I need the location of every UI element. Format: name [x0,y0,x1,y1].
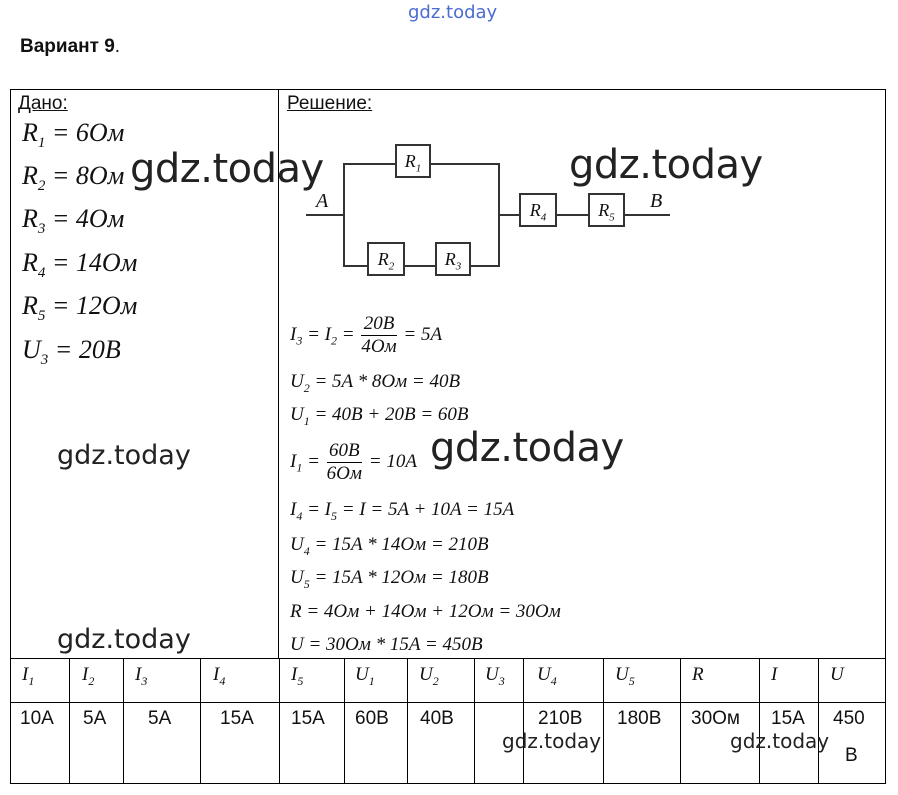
given-r3: $R_3 = 4Ом$ [22,204,125,238]
header-i3: $I_3$ [135,664,148,688]
equation-u2: $U_2 = 5A * 8Ом = 40В$ [290,371,461,395]
equation-r: R = 4Ом + 14Ом + 12Ом = 30Ом [290,601,561,622]
resistor-r4: $R_4$ [519,193,557,227]
header-u5: $U_5$ [615,664,635,688]
value-u-unit: В [845,745,858,766]
header-i1: $I_1$ [22,664,35,688]
value-u1: 60В [355,708,389,729]
watermark: gdz.today [730,729,830,753]
value-i: 15A [771,708,805,729]
value-i4: 15A [220,708,254,729]
value-r: 30Ом [691,708,740,729]
watermark: gdz.today [57,624,191,655]
value-i2: 5A [83,708,107,729]
equation-u: U = 30Ом * 15A = 450В [290,634,483,655]
value-u: 450 [833,708,865,729]
header-i: I [771,664,778,685]
given-u3: $U_3 = 20В$ [22,335,121,369]
watermark: gdz.today [569,142,763,188]
watermark: gdz.today [430,425,624,471]
node-b-label: B [650,190,663,212]
value-u2: 40В [420,708,454,729]
header-u4: $U_4$ [537,664,557,688]
value-u4: 210В [538,708,583,729]
header-r: R [692,664,704,685]
equation-i1: $I_1$ = $\frac{60В}{6Ом}$ = 10A [290,440,417,484]
header-i2: $I_2$ [82,664,95,688]
resistor-r2: $R_2$ [367,242,405,276]
header-u: U [830,664,844,685]
given-r5: $R_5 = 12Ом$ [22,291,138,325]
resistor-r1: $R_1$ [395,144,431,178]
value-i5: 15A [291,708,325,729]
given-r4: $R_4 = 14Ом$ [22,248,138,282]
equation-u1: $U_1 = 40В + 20В = 60В$ [290,404,469,428]
watermark-top: gdz.today [408,2,498,23]
resistor-r5: $R_5$ [588,193,625,227]
header-u3: $U_3$ [485,664,505,688]
node-a-label: A [316,190,329,212]
page-title: Вариант 9. [20,36,121,57]
solution-label: Решение: [287,93,373,114]
header-u1: $U_1$ [355,664,375,688]
equation-u4: $U_4 = 15A * 14Ом = 210В$ [290,534,489,558]
equation-i4: $I_4 = I_5 = I = 5A + 10A = 15A$ [290,499,515,523]
given-r1: $R_1 = 6Ом$ [22,118,125,152]
equation-u5: $U_5 = 15A * 12Ом = 180В$ [290,567,489,591]
equation-i3: $I_3 = I_2$ = $\frac{20В}{4Ом}$ = 5A [290,313,443,357]
value-i3: 5A [148,708,172,729]
value-u5: 180В [617,708,662,729]
watermark: gdz.today [57,440,191,471]
header-u2: $U_2$ [419,664,439,688]
watermark: gdz.today [502,729,602,753]
watermark: gdz.today [130,146,324,192]
given-r2: $R_2 = 8Ом$ [22,161,125,195]
header-i5: $I_5$ [291,664,304,688]
resistor-r3: $R_3$ [435,242,471,276]
given-label: Дано: [18,93,68,114]
header-i4: $I_4$ [213,664,226,688]
value-i1: 10A [20,708,54,729]
